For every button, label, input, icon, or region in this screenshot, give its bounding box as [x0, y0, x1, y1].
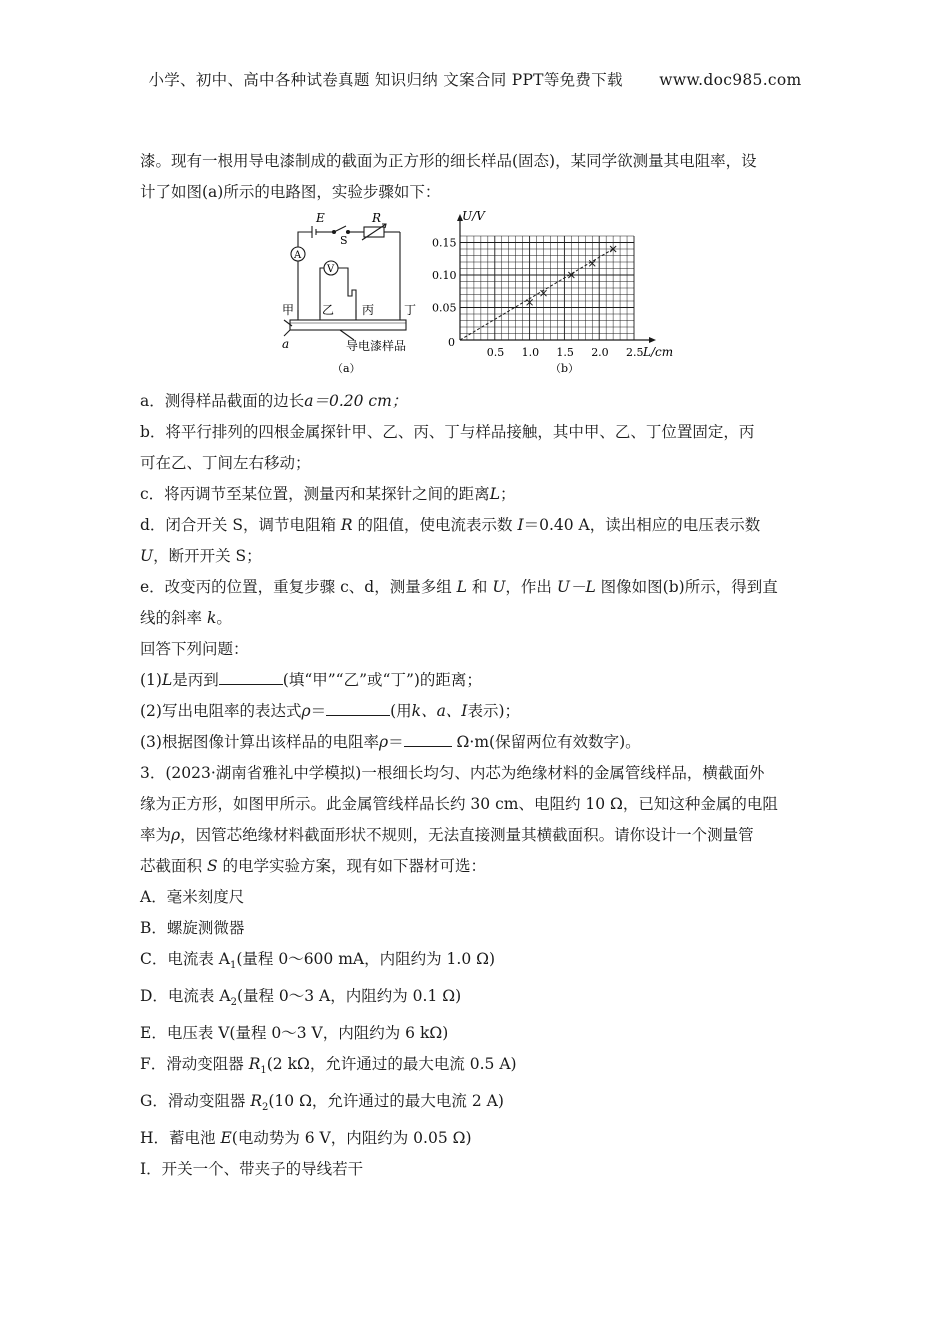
chart-xlabel: L/cm: [643, 345, 674, 359]
problem3-line-4: [140, 851, 812, 882]
question-2: [140, 696, 812, 727]
problem3-line-2: 缘为正方形，如图甲所示。此金属管线样品长约 30 cm、电阻约 10 Ω，已知这种金属的电阻: [140, 795, 778, 813]
p3-t2: ，因管芯绝缘材料截面形状不规则，无法直接测量其横截面积。请你设计一个测量管: [180, 826, 754, 844]
label-V: V: [327, 264, 335, 275]
x-tick-label: 2.5: [626, 346, 644, 359]
x-axis-arrow: [649, 337, 656, 343]
p3-S: S: [206, 857, 218, 875]
step-c-text: c．将丙调节至某位置，测量丙和某探针之间的距离: [140, 485, 490, 503]
step-d-U: U: [140, 547, 154, 565]
q3-rho: ρ: [378, 733, 389, 751]
step-e-t3: ，作出: [505, 578, 552, 596]
option-D: [140, 981, 812, 1018]
step-e-UL: U－L: [556, 578, 596, 596]
opt-g-post: (10 Ω，允许通过的最大电流 2 A): [268, 1092, 504, 1111]
option-B: B．螺旋测微器: [140, 919, 245, 937]
step-d-line-1: [140, 510, 812, 541]
figures: [270, 206, 690, 386]
step-c-end: ；: [499, 485, 516, 503]
opt-f-pre: F．滑动变阻器: [140, 1055, 244, 1074]
step-d-R: R: [340, 516, 353, 534]
opt-h-pre: H．蓄电池: [140, 1129, 216, 1148]
q2-t1: (2)写出电阻率的表达式: [140, 702, 302, 720]
step-c: [140, 479, 812, 510]
option-A: A．毫米刻度尺: [140, 888, 245, 906]
step-d-line-2: [140, 541, 812, 572]
q3-answer-blank[interactable]: [404, 732, 452, 747]
intro-block: [140, 146, 812, 208]
opt-g-sub: 2: [262, 1102, 269, 1114]
step-d-t3: ＝0.40 A，读出相应的电压表示数: [523, 516, 761, 534]
step-d-t4: ，断开开关 S；: [153, 547, 262, 565]
q1-t2: (填“甲”“乙”或“丁”)的距离；: [282, 671, 482, 689]
step-b-line-2: 可在乙、丁间左右移动；: [140, 454, 311, 472]
intro-line-1: 漆。现有一根用导电漆制成的截面为正方形的细长样品(固态)，某同学欲测量其电阻率，设: [140, 152, 757, 170]
caption-b: （b）: [550, 362, 580, 375]
label-yi: 乙: [322, 303, 335, 317]
step-e-k: k: [206, 609, 217, 627]
label-a: a: [282, 337, 290, 351]
wire-top-left: [298, 232, 312, 318]
opt-f-sub: 1: [260, 1065, 267, 1077]
q2-answer-blank[interactable]: [326, 701, 390, 716]
step-d-t2: 的阻值，使电流表示数: [357, 516, 513, 534]
x-tick-label: 0.5: [486, 346, 505, 359]
opt-h-E: E: [220, 1129, 232, 1148]
y-tick-label: 0.15: [432, 236, 457, 250]
q1-answer-blank[interactable]: [219, 670, 283, 685]
p3-t4: 的电学实验方案，现有如下器材可选：: [222, 857, 487, 875]
problem3-line-1: 3．(2023·湖南省雅礼中学模拟)一根细长均匀、内芯为绝缘材料的金属管线样品，横截面外: [140, 764, 765, 782]
step-a: [140, 386, 812, 417]
p3-t3: 芯截面积: [140, 857, 203, 875]
step-e-L: L: [456, 578, 467, 596]
step-e-t6: 。: [216, 609, 232, 627]
intro-line-2: 计了如图(a)所示的电路图，实验步骤如下：: [140, 183, 441, 201]
step-b-line-1: b．将平行排列的四根金属探针甲、乙、丙、丁与样品接触，其中甲、乙、丁位置固定，丙: [140, 423, 755, 441]
q2-t3: 表示)；: [467, 702, 520, 720]
step-e-line-1: [140, 572, 812, 603]
page-header: [0, 68, 950, 90]
step-e-U: U: [492, 578, 506, 596]
ul-graph-b: [430, 206, 680, 386]
step-e-t5: 线的斜率: [140, 609, 203, 627]
step-a-eq: a＝0.20 cm；: [304, 392, 408, 410]
q2-eq: ＝: [310, 702, 327, 720]
opt-g-pre: G．滑动变阻器: [140, 1092, 246, 1111]
opt-d-pre: D．电流表 A: [140, 987, 231, 1006]
p3-t1: 率为: [140, 826, 172, 844]
y-tick-label: 0.10: [432, 269, 457, 282]
q2-vars: k、a、I: [411, 702, 468, 720]
option-E: E．电压表 V(量程 0～3 V，内阻约为 6 kΩ): [140, 1024, 449, 1043]
q1-t1: 是丙到: [172, 671, 219, 689]
label-bing: 丙: [362, 303, 375, 317]
label-R: R: [372, 211, 382, 225]
resistor-arrow: [362, 224, 386, 240]
header-left-text: 小学、初中、高中各种试卷真题 知识归纳 文案合同 PPT等免费下载: [148, 71, 623, 89]
label-sample: 导电漆样品: [346, 339, 407, 353]
chart-ticks: [432, 237, 644, 360]
step-c-L: L: [489, 485, 500, 503]
opt-c-post: (量程 0～600 mA，内阻约为 1.0 Ω): [236, 950, 496, 968]
x-tick-label: 2.0: [591, 346, 609, 359]
step-d-t1: d．闭合开关 S，调节电阻箱: [140, 516, 336, 534]
step-e-line-2: [140, 603, 812, 634]
steps-block: [140, 386, 812, 1185]
step-a-text: a．测得样品截面的边长: [140, 392, 305, 410]
opt-g-R: R: [250, 1092, 262, 1111]
opt-d-post: (量程 0～3 A，内阻约为 0.1 Ω): [236, 987, 462, 1006]
sample-bar: [290, 320, 406, 330]
opt-f-post: (2 kΩ，允许通过的最大电流 0.5 A): [266, 1055, 517, 1074]
questions-head: 回答下列问题：: [140, 640, 249, 658]
chart-origin: 0: [448, 336, 455, 349]
opt-h-post: (电动势为 6 V，内阻约为 0.05 Ω): [231, 1129, 472, 1148]
switch-blade: [334, 226, 346, 232]
label-S: S: [340, 234, 348, 247]
label-A: A: [294, 250, 302, 261]
q3-t2: Ω·m(保留两位有效数字)。: [456, 733, 641, 751]
step-d-I: I: [517, 516, 524, 534]
question-3: [140, 727, 812, 758]
opt-c-sub: 1: [229, 960, 237, 972]
option-F: [140, 1049, 812, 1086]
option-C: [140, 944, 812, 981]
q1-L: L: [161, 671, 173, 689]
chart-ylabel: U/V: [462, 209, 485, 223]
q3-t1: (3)根据图像计算出该样品的电阻率: [140, 733, 379, 751]
question-1: [140, 665, 812, 696]
circuit-diagram-a: [270, 206, 430, 386]
label-E: E: [316, 211, 325, 225]
label-ding: 丁: [404, 303, 417, 317]
option-H: [140, 1123, 812, 1154]
q2-t2: (用: [390, 702, 412, 720]
problem3-line-3: [140, 820, 812, 851]
p3-rho: ρ: [171, 826, 181, 844]
option-G: [140, 1086, 812, 1123]
step-e-t1: e．改变丙的位置，重复步骤 c、d，测量多组: [140, 578, 452, 596]
opt-d-sub: 2: [230, 997, 237, 1009]
opt-c-pre: C．电流表 A: [140, 950, 230, 968]
x-tick-label: 1.0: [521, 346, 540, 359]
step-e-t4: 图像如图(b)所示，得到直: [600, 578, 778, 596]
opt-f-R: R: [248, 1055, 261, 1074]
x-tick-label: 1.5: [556, 346, 574, 359]
header-url: www.doc985.com: [659, 71, 802, 89]
caption-a: （a）: [332, 362, 361, 375]
step-e-t2: 和: [471, 578, 488, 596]
q1-num: (1): [140, 671, 162, 689]
option-I: I．开关一个、带夹子的导线若干: [140, 1160, 364, 1179]
q3-eq: ＝: [388, 733, 404, 751]
q2-rho: ρ: [301, 702, 311, 720]
y-tick-label: 0.05: [432, 301, 457, 315]
label-jia: 甲: [282, 303, 295, 317]
wire-voltmeter-right: [338, 268, 356, 318]
